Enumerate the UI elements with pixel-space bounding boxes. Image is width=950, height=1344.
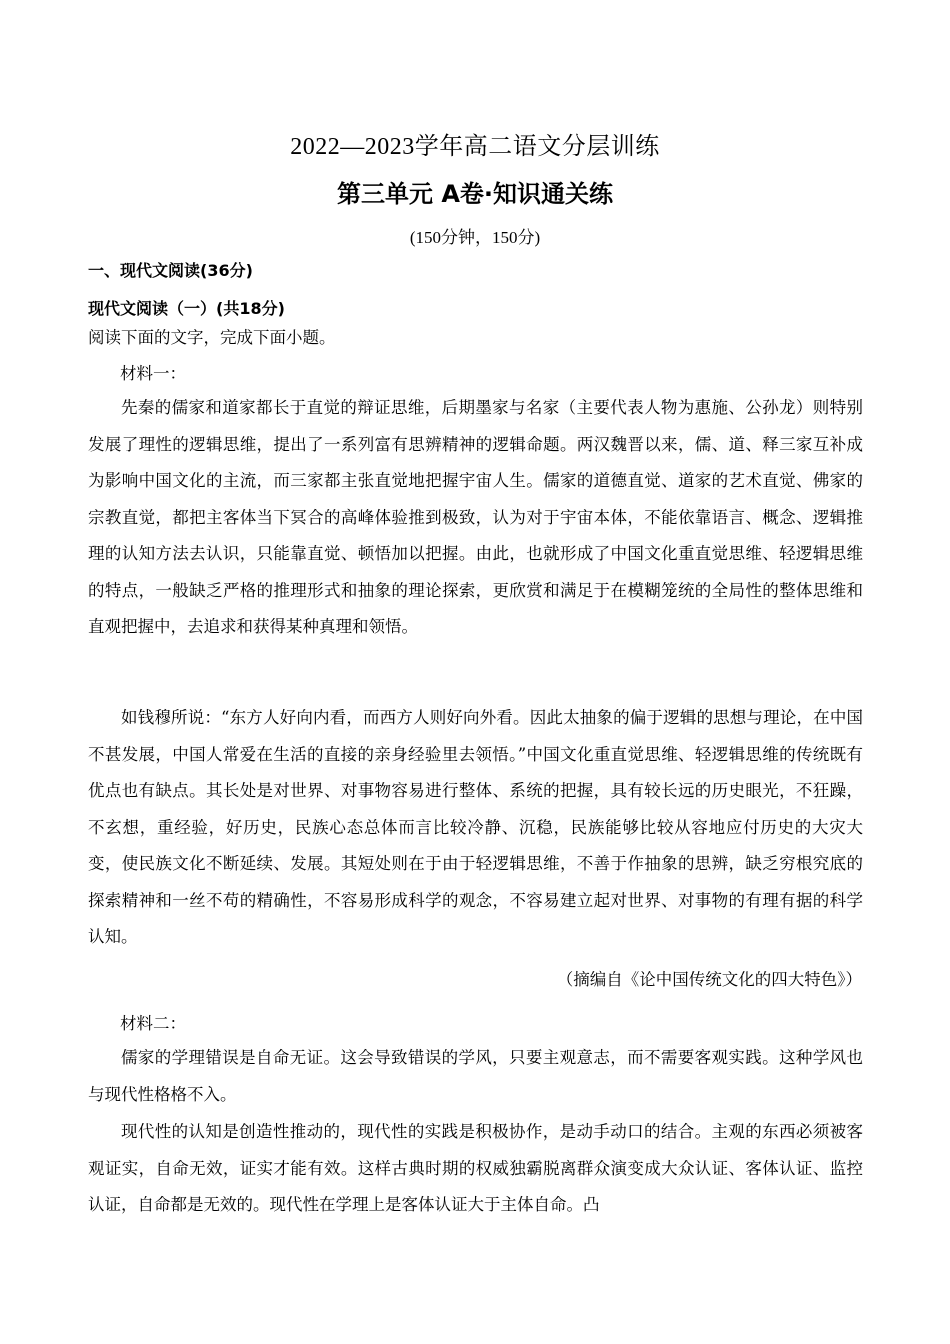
instruction-text: 阅读下面的文字，完成下面小题。 (88, 328, 336, 347)
material1-label: 材料一： (120, 364, 186, 383)
time-info: (150分钟，150分) (409, 228, 541, 247)
section-subheading: 现代文阅读（一）(共18分) (88, 299, 285, 318)
material2-paragraph-1: 儒家的学理错误是自命无证。这会导致错误的学风，只要主观意志，而不需要客观实践。这种学风也与现代性格格不入。 (88, 1048, 863, 1104)
material2-label: 材料二： (120, 1014, 186, 1033)
material1-paragraph-1: 先秦的儒家和道家都长于直觉的辩证思维，后期墨家与名家（主要代表人物为惠施、公孙龙）则特别发展了理性的逻辑思维，提出了一系列富有思辨精神的逻辑命题。两汉魏晋以来，儒、道、释三家互补成为影响中国文化的主流，而三家都主张直觉地把握宇宙人生。儒家的道德直觉、道家的艺术直觉、佛家的宗教直觉，都把主客体当下冥合的高峰体验推到极致，认为对于宇宙本体，不能依靠语言、概念、逻辑推理的认知方法去认识，只能靠直觉、顿悟加以把握。由此，也就形成了中国文化重直觉思维、轻逻辑思维的特点，一般缺乏严格的推理形式和抽象的理论探索，更欣赏和满足于在模糊笼统的全局性的整体思维和直观把握中，去追求和获得某种真理和领悟。 (88, 398, 863, 636)
document-title: 2022—2023学年高二语文分层训练 (290, 134, 660, 160)
material1-source: （摘编自《论中国传统文化的四大特色》） (556, 970, 862, 989)
material1-paragraph-2: 如钱穆所说：“东方人好向内看，而西方人则好向外看。因此太抽象的偏于逻辑的思想与理论，在中国不甚发展，中国人常爱在生活的直接的亲身经验里去领悟。”中国文化重直觉思维、轻逻辑思维的传统既有优点也有缺点。其长处是对世界、对事物容易进行整体、系统的把握，具有较长远的历史眼光，不狂躁，不玄想，重经验，好历史，民族心态总体而言比较冷静、沉稳，民族能够比较从容地应付历史的大灾大变，使民族文化不断延续、发展。其短处则在于由于轻逻辑思维，不善于作抽象的思辨，缺乏穷根究底的探索精神和一丝不苟的精确性，不容易形成科学的观念，不容易建立起对世界、对事物的有理有据的科学认知。 (88, 708, 863, 946)
material2-paragraph-2: 现代性的认知是创造性推动的，现代性的实践是积极协作，是动手动口的结合。主观的东西必须被客观证实，自命无效，证实才能有效。这样古典时期的权威独霸脱离群众演变成大众认证、客体认证、监控认证，自命都是无效的。现代性在学理上是客体认证大于主体自命。凸 (88, 1122, 863, 1214)
section-heading: 一、现代文阅读(36分) (88, 261, 253, 280)
document-subtitle: 第三单元 A卷·知识通关练 (336, 180, 614, 208)
